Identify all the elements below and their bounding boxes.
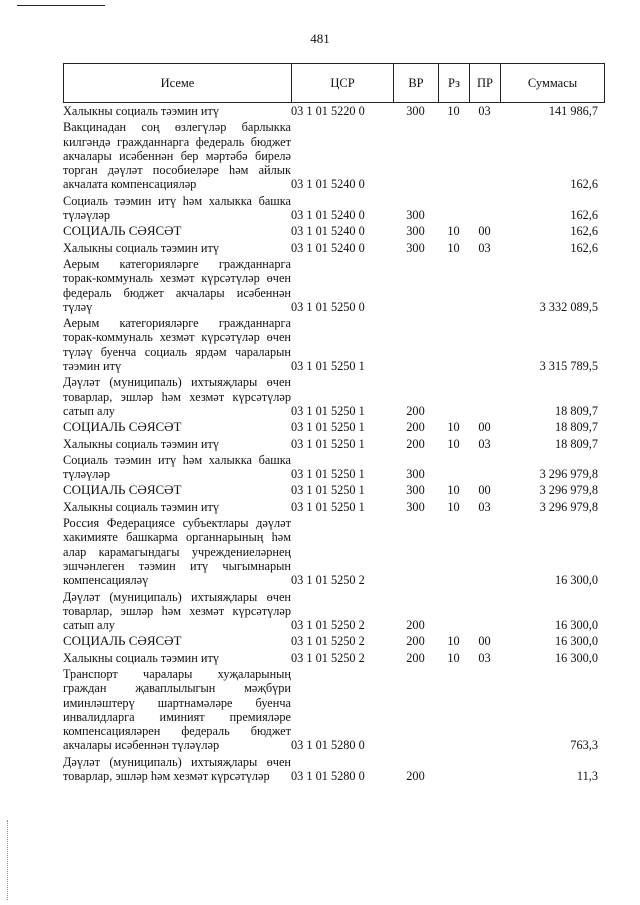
table-row: [63, 314, 604, 373]
row-rz: 10: [447, 634, 460, 649]
row-pr: [469, 753, 500, 784]
row-sum: 3 315 789,5: [539, 359, 598, 374]
budget-table: [63, 104, 604, 783]
row-sum: 3 296 979,8: [539, 499, 598, 514]
row-name: СОЦИАЛЬ СӘЯСӘТ: [63, 419, 182, 435]
header-csr: ЦСР: [292, 64, 394, 103]
page-number: 481: [310, 31, 330, 46]
row-csr: 03 1 01 5240 0: [291, 208, 365, 223]
row-name: СОЦИАЛЬ СӘЯСӘТ: [63, 633, 182, 649]
row-csr: 03 1 01 5250 1: [291, 359, 365, 374]
table-row: [63, 239, 604, 255]
row-vr: 200: [406, 403, 425, 418]
row-vr: 300: [406, 483, 425, 498]
row-pr: 00: [478, 634, 491, 649]
row-sum: 18 809,7: [554, 420, 598, 435]
table-row: [63, 104, 604, 118]
row-vr: 300: [406, 208, 425, 223]
row-vr: 300: [406, 104, 425, 118]
row-sum: 18 809,7: [554, 436, 598, 451]
row-sum: 18 809,7: [554, 403, 598, 418]
row-sum: 16 300,0: [554, 618, 598, 633]
row-rz: [438, 118, 469, 191]
row-sum: 3 296 979,8: [539, 467, 598, 482]
row-csr: 03 1 01 5250 1: [291, 436, 365, 451]
margin-dots: [7, 820, 10, 900]
row-csr: 03 1 01 5250 1: [291, 483, 365, 498]
row-pr: [469, 192, 500, 223]
row-sum: 16 300,0: [554, 634, 598, 649]
row-pr: 03: [478, 436, 491, 451]
row-rz: 10: [447, 224, 460, 239]
row-pr: 00: [478, 420, 491, 435]
row-vr: 200: [406, 420, 425, 435]
row-rz: [438, 373, 469, 418]
row-name: Россия Федерациясе субъектлары дәүләт хакимияте башкарма органнарының һәм алар карамагындагы учреждениеләрнең эшчәнлеген тәэмин итү чыгымнарын компенсацияләү: [63, 516, 291, 588]
row-rz: 10: [447, 240, 460, 255]
row-name: Социаль тәэмин итү һәм халыкка башка түләүләр: [63, 193, 291, 223]
row-csr: 03 1 01 5240 0: [291, 240, 365, 255]
row-name: Дәүләт (муниципаль) ихтыяҗлары өчен товарлар, эшләр һәм хезмәт күрсәтүләр сатып алу: [63, 375, 291, 418]
row-name: Халыкны социаль тәэмин итү: [63, 499, 220, 514]
row-csr: 03 1 01 5280 0: [291, 738, 365, 753]
row-vr: 300: [406, 224, 425, 239]
row-pr: [469, 514, 500, 587]
row-name: Халыкны социаль тәэмин итү: [63, 240, 220, 255]
row-csr: 03 1 01 5250 1: [291, 467, 365, 482]
row-rz: [438, 514, 469, 587]
table-header: [63, 63, 605, 103]
row-name: Вакцинадан соң өзлегүләр барлыкка килгәндә гражданнарга федераль бюджет акчалары исәбеннән бер мәртәбә бирелә торган дәүләт пособиеләре һәм айлык акчалата компенсацияләр: [63, 120, 291, 192]
row-vr: 300: [406, 499, 425, 514]
row-rz: [438, 665, 469, 753]
row-name: Халыкны социаль тәэмин итү: [63, 650, 220, 665]
table-row: [63, 435, 604, 451]
row-pr: 03: [478, 104, 491, 118]
row-vr: 200: [406, 634, 425, 649]
row-csr: 03 1 01 5240 0: [291, 224, 365, 239]
row-pr: 03: [478, 240, 491, 255]
table-row: [63, 632, 604, 648]
row-rz: [438, 753, 469, 784]
row-csr: 03 1 01 5250 1: [291, 499, 365, 514]
row-vr: 300: [406, 467, 425, 482]
table-row: [63, 222, 604, 238]
header-name: Исеме: [64, 64, 292, 103]
row-rz: 10: [447, 420, 460, 435]
row-vr: 200: [406, 618, 425, 633]
table-row: [63, 753, 604, 784]
row-rz: [438, 588, 469, 633]
table-row: [63, 588, 604, 633]
table-row: [63, 451, 604, 482]
row-pr: [469, 314, 500, 373]
table-row: [63, 514, 604, 587]
row-vr: 200: [406, 650, 425, 665]
row-vr: [393, 255, 438, 314]
table-row: [63, 665, 604, 753]
row-rz: 10: [447, 499, 460, 514]
row-vr: 300: [406, 240, 425, 255]
row-pr: [469, 451, 500, 482]
row-csr: 03 1 01 5220 0: [291, 104, 365, 118]
row-name: СОЦИАЛЬ СӘЯСӘТ: [63, 223, 182, 239]
row-csr: 03 1 01 5250 2: [291, 634, 365, 649]
row-sum: 16 300,0: [554, 650, 598, 665]
row-csr: 03 1 01 5250 0: [291, 299, 365, 314]
row-pr: 00: [478, 483, 491, 498]
row-sum: 763,3: [570, 738, 598, 753]
row-name: Дәүләт (муниципаль) ихтыяҗлары өчен товарлар, эшләр һәм хезмәт күрсәтүләр: [63, 754, 291, 784]
table-row: [63, 255, 604, 314]
row-sum: 11,3: [576, 769, 598, 784]
table-row: [63, 373, 604, 418]
header-vr: ВР: [394, 64, 439, 103]
row-csr: 03 1 01 5250 2: [291, 618, 365, 633]
row-name: Халыкны социаль тәэмин итү: [63, 436, 220, 451]
row-pr: [469, 588, 500, 633]
row-rz: [438, 255, 469, 314]
row-csr: 03 1 01 5280 0: [291, 769, 365, 784]
row-pr: 03: [478, 499, 491, 514]
table-row: [63, 418, 604, 434]
row-csr: 03 1 01 5250 1: [291, 420, 365, 435]
row-pr: [469, 665, 500, 753]
row-name: СОЦИАЛЬ СӘЯСӘТ: [63, 482, 182, 498]
row-rz: 10: [447, 650, 460, 665]
row-sum: 141 986,7: [548, 104, 598, 118]
table-row: [63, 498, 604, 514]
row-pr: 00: [478, 224, 491, 239]
row-pr: [469, 373, 500, 418]
row-csr: 03 1 01 5250 2: [291, 573, 365, 588]
row-csr: 03 1 01 5250 2: [291, 650, 365, 665]
row-vr: [393, 665, 438, 753]
top-rule: [17, 5, 105, 6]
row-name: Халыкны социаль тәэмин итү: [63, 104, 220, 118]
row-vr: [393, 514, 438, 587]
row-sum: 162,6: [570, 224, 598, 239]
row-pr: [469, 255, 500, 314]
row-sum: 16 300,0: [554, 573, 598, 588]
table-row: [63, 118, 604, 191]
header-sum: Суммасы: [501, 64, 605, 103]
row-vr: 200: [406, 769, 425, 784]
row-name: Транспорт чаралары хуҗаларының граждан җаваплылыгын мәҗбүри иминләштерү шартнамәләре буенча инвалидларга иминият премияләре компенсацияләрен федераль бюджет акчалары исәбеннән түләүләр: [63, 666, 291, 753]
row-pr: 03: [478, 650, 491, 665]
row-rz: [438, 314, 469, 373]
row-rz: [438, 451, 469, 482]
row-vr: [393, 118, 438, 191]
row-rz: 10: [447, 436, 460, 451]
table-row: [63, 192, 604, 223]
row-sum: 162,6: [570, 240, 598, 255]
row-csr: 03 1 01 5250 1: [291, 403, 365, 418]
row-name: Дәүләт (муниципаль) ихтыяҗлары өчен товарлар, эшләр һәм хезмәт күрсәтүләр сатып алу: [63, 589, 291, 633]
row-vr: 200: [406, 436, 425, 451]
row-name: Аерым категорияләрге гражданнарга торак-коммуналь хезмәт күрсәтүләр өчен федераль бюджет акчалары исәбеннән түләү: [63, 256, 291, 314]
row-sum: 3 296 979,8: [539, 483, 598, 498]
row-pr: [469, 118, 500, 191]
row-name: Социаль тәэмин итү һәм халыкка башка түләүләр: [63, 452, 291, 482]
table-row: [63, 649, 604, 665]
table-row: [63, 481, 604, 497]
header-rz: Рз: [439, 64, 470, 103]
header-pr: ПР: [470, 64, 501, 103]
row-rz: 10: [447, 483, 460, 498]
row-name: Аерым категорияләрге гражданнарга торак-коммуналь хезмәт күрсәтүләр өчен түләү буенча социаль ярдәм чараларын тәэмин итү: [63, 316, 291, 374]
row-vr: [393, 314, 438, 373]
row-sum: 162,6: [570, 208, 598, 223]
row-csr: 03 1 01 5240 0: [291, 177, 365, 192]
row-sum: 162,6: [570, 177, 598, 192]
row-sum: 3 332 089,5: [539, 299, 598, 314]
row-rz: [438, 192, 469, 223]
row-rz: 10: [447, 104, 460, 118]
